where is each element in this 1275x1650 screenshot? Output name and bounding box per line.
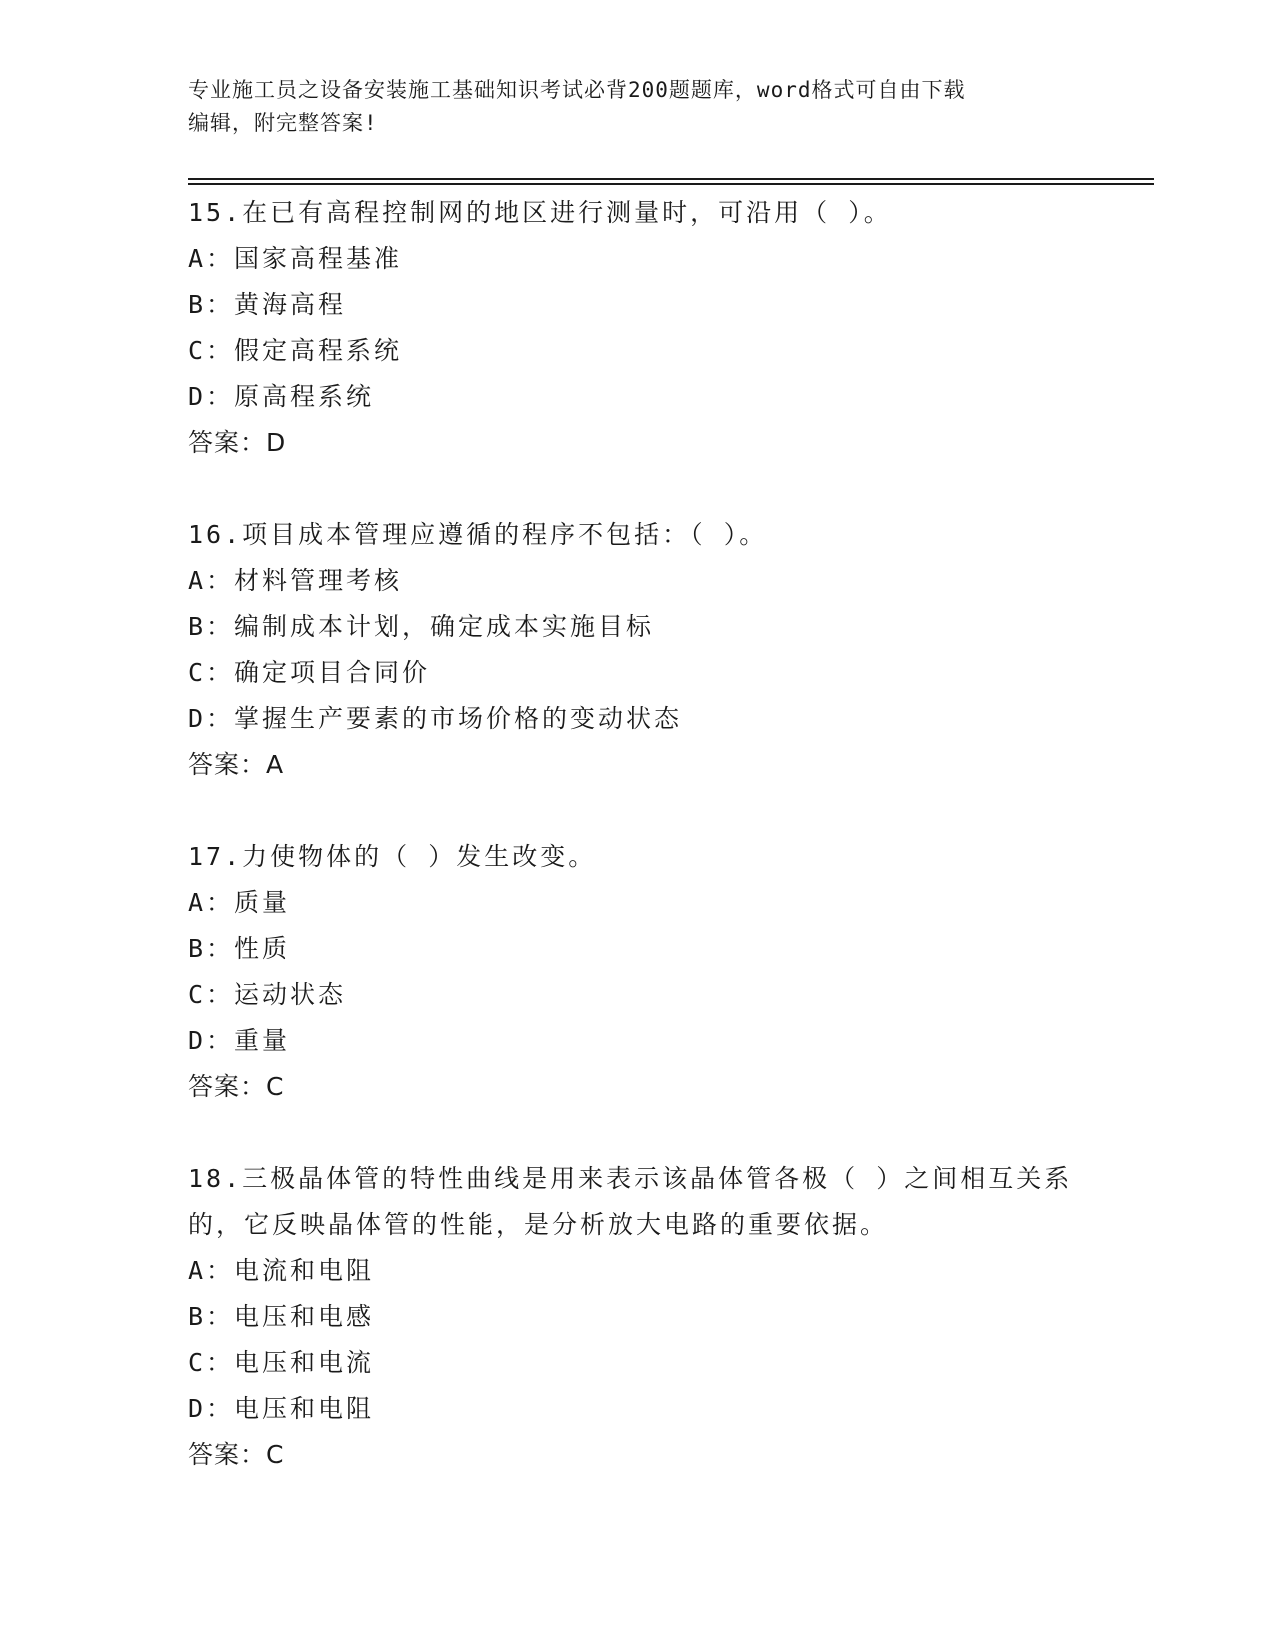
question-17 <box>188 834 1088 1110</box>
question-list <box>188 190 1088 1524</box>
option-d: D：电压和电阻 <box>188 1394 375 1423</box>
option-c: C：运动状态 <box>188 980 347 1009</box>
document-header <box>188 74 1088 140</box>
option-d: D：掌握生产要素的市场价格的变动状态 <box>188 704 683 733</box>
answer-line: 答案：D <box>188 428 287 457</box>
option-c: C：假定高程系统 <box>188 336 403 365</box>
option-b: B：性质 <box>188 934 291 963</box>
answer-line: 答案：C <box>188 1072 285 1101</box>
option-a: A：质量 <box>188 888 291 917</box>
header-divider-thin <box>188 178 1154 180</box>
option-b: B：电压和电感 <box>188 1302 375 1331</box>
option-c: C：电压和电流 <box>188 1348 375 1377</box>
option-a: A：电流和电阻 <box>188 1256 375 1285</box>
option-a: A：国家高程基准 <box>188 244 403 273</box>
option-a: A：材料管理考核 <box>188 566 403 595</box>
header-title-line-2: 编辑，附完整答案! <box>188 111 378 135</box>
question-15 <box>188 190 1088 466</box>
answer-line: 答案：A <box>188 750 285 779</box>
option-d: D：重量 <box>188 1026 291 1055</box>
option-c: C：确定项目合同价 <box>188 658 431 687</box>
option-b: B：编制成本计划，确定成本实施目标 <box>188 612 655 641</box>
question-18 <box>188 1156 1088 1478</box>
answer-line: 答案：C <box>188 1440 285 1469</box>
header-divider-thick <box>188 183 1154 185</box>
question-text: 16.项目成本管理应遵循的程序不包括：（ ）。 <box>188 520 768 549</box>
question-text: 18.三极晶体管的特性曲线是用来表示该晶体管各极（ ）之间相互关系的，它反映晶体管的性能，是分析放大电路的重要依据。 <box>188 1164 1073 1239</box>
option-b: B：黄海高程 <box>188 290 347 319</box>
question-text: 17.力使物体的（ ）发生改变。 <box>188 842 597 871</box>
question-text: 15.在已有高程控制网的地区进行测量时，可沿用（ ）。 <box>188 198 892 227</box>
option-d: D：原高程系统 <box>188 382 375 411</box>
question-16 <box>188 512 1088 788</box>
header-title-line-1: 专业施工员之设备安装施工基础知识考试必背200题题库，word格式可自由下载 <box>188 78 966 102</box>
